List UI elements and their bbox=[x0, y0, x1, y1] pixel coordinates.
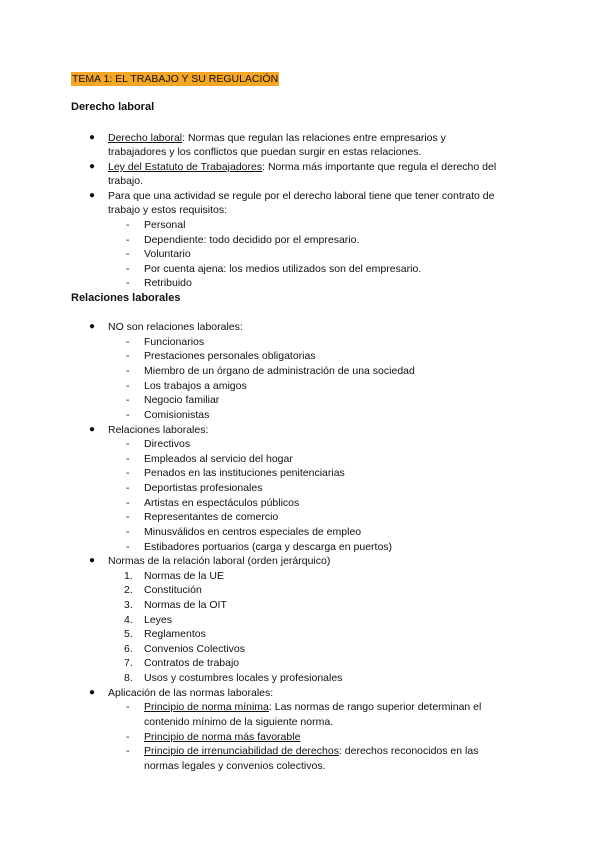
sub-list-item: Dependiente: todo decidido por el empresario. bbox=[144, 234, 360, 246]
dash-icon: - bbox=[126, 731, 130, 743]
sub-list-item: Por cuenta ajena: los medios utilizados son del empresario. bbox=[144, 263, 422, 275]
heading-derecho-laboral: Derecho laboral bbox=[71, 101, 155, 113]
list-number: 1. bbox=[124, 570, 133, 582]
list-item: Normas de la relación laboral (orden jerárquico) bbox=[108, 555, 331, 567]
list-number: 3. bbox=[124, 599, 133, 611]
heading-relaciones-laborales: Relaciones laborales bbox=[71, 292, 181, 304]
sub-list-item: Negocio familiar bbox=[144, 394, 220, 406]
list-item: NO son relaciones laborales: bbox=[108, 321, 243, 333]
sub-list-item: Prestaciones personales obligatorias bbox=[144, 350, 316, 362]
dash-icon: - bbox=[126, 263, 130, 275]
term-derecho-laboral: Derecho laboral bbox=[108, 132, 183, 144]
list-item: Relaciones laborales: bbox=[108, 424, 209, 436]
dash-icon: - bbox=[126, 219, 130, 231]
dash-icon: - bbox=[126, 234, 130, 246]
list-number: 2. bbox=[124, 584, 133, 596]
dash-icon: - bbox=[126, 409, 130, 421]
document-title: TEMA 1: EL TRABAJO Y SU REGULACIÓN bbox=[72, 73, 279, 85]
list-item: Aplicación de las normas laborales: bbox=[108, 687, 274, 699]
dash-icon: - bbox=[126, 467, 130, 479]
ordered-item: Usos y costumbres locales y profesionales bbox=[144, 672, 343, 684]
ordered-item: Reglamentos bbox=[144, 628, 206, 640]
dash-icon: - bbox=[126, 394, 130, 406]
list-item-continuation: trabajo y estos requisitos: bbox=[108, 204, 228, 216]
dash-icon: - bbox=[126, 745, 130, 757]
sub-list-item-continuation: contenido mínimo de la siguiente norma. bbox=[144, 716, 334, 728]
ordered-item: Leyes bbox=[144, 614, 173, 626]
sub-list-item: Principio de norma mínima: Las normas de rango superior determinan el bbox=[144, 701, 482, 713]
bullet-icon: ● bbox=[89, 161, 96, 172]
bullet-icon: ● bbox=[89, 424, 96, 435]
dash-icon: - bbox=[126, 350, 130, 362]
sub-list-item bbox=[144, 730, 300, 744]
dash-icon: - bbox=[126, 248, 130, 260]
dash-icon: - bbox=[126, 482, 130, 494]
dash-icon: - bbox=[126, 380, 130, 392]
sub-list-item: Principio de irrenunciabilidad de derechos: derechos reconocidos en las bbox=[144, 745, 479, 757]
list-item: Derecho laboral: Normas que regulan las relaciones entre empresarios y bbox=[108, 132, 446, 144]
bullet-icon: ● bbox=[89, 132, 96, 143]
sub-list-item: Comisionistas bbox=[144, 409, 210, 421]
dash-icon: - bbox=[126, 365, 130, 377]
ordered-item: Convenios Colectivos bbox=[144, 643, 245, 655]
bullet-icon: ● bbox=[89, 321, 96, 332]
dash-icon: - bbox=[126, 277, 130, 289]
sub-list-item: Funcionarios bbox=[144, 336, 205, 348]
ordered-item: Normas de la OIT bbox=[144, 599, 227, 611]
dash-icon: - bbox=[126, 511, 130, 523]
dash-icon: - bbox=[126, 541, 130, 553]
sub-list-item: Penados en las instituciones penitenciarias bbox=[144, 467, 345, 479]
sub-list-item: Voluntario bbox=[144, 248, 191, 260]
list-item-continuation: trabajo. bbox=[108, 175, 144, 187]
dash-icon: - bbox=[126, 438, 130, 450]
bullet-icon: ● bbox=[89, 190, 96, 201]
dash-icon: - bbox=[126, 336, 130, 348]
sub-list-item: Personal bbox=[144, 219, 186, 231]
sub-list-item: Retribuido bbox=[144, 277, 192, 289]
list-number: 4. bbox=[124, 614, 133, 626]
sub-list-item: Empleados al servicio del hogar bbox=[144, 453, 293, 465]
sub-list-item: Representantes de comercio bbox=[144, 511, 279, 523]
term-estatuto: Ley del Estatuto de Trabajadores bbox=[108, 161, 263, 173]
dash-icon: - bbox=[126, 497, 130, 509]
ordered-item: Contratos de trabajo bbox=[144, 657, 240, 669]
sub-list-item: Estibadores portuarios (carga y descarga en puertos) bbox=[144, 541, 393, 553]
ordered-item: Normas de la UE bbox=[144, 570, 224, 582]
list-item-continuation: trabajadores y los conflictos que puedan surgir en estas relaciones. bbox=[108, 146, 422, 158]
sub-list-item: Artistas en espectáculos públicos bbox=[144, 497, 300, 509]
list-item: Ley del Estatuto de Trabajadores: Norma más importante que regula el derecho del bbox=[108, 161, 497, 173]
list-number: 8. bbox=[124, 672, 133, 684]
bullet-icon: ● bbox=[89, 555, 96, 566]
term-norma-favorable: Principio de norma más favorable bbox=[144, 731, 301, 743]
dash-icon: - bbox=[126, 701, 130, 713]
list-number: 7. bbox=[124, 657, 133, 669]
dash-icon: - bbox=[126, 526, 130, 538]
sub-list-item: Miembro de un órgano de administración de una sociedad bbox=[144, 365, 415, 377]
sub-list-item: Directivos bbox=[144, 438, 191, 450]
bullet-icon: ● bbox=[89, 687, 96, 698]
term-irrenunciabilidad: Principio de irrenunciabilidad de derechos bbox=[144, 745, 339, 757]
list-number: 5. bbox=[124, 628, 133, 640]
list-item: Para que una actividad se regule por el derecho laboral tiene que tener contrato de bbox=[108, 190, 495, 202]
sub-list-item-continuation: normas legales y convenios colectivos. bbox=[144, 760, 326, 772]
sub-list-item: Deportistas profesionales bbox=[144, 482, 263, 494]
term-norma-minima: Principio de norma mínima bbox=[144, 701, 269, 713]
dash-icon: - bbox=[126, 453, 130, 465]
list-number: 6. bbox=[124, 643, 133, 655]
sub-list-item: Minusválidos en centros especiales de empleo bbox=[144, 526, 362, 538]
sub-list-item: Los trabajos a amigos bbox=[144, 380, 247, 392]
ordered-item: Constitución bbox=[144, 584, 202, 596]
